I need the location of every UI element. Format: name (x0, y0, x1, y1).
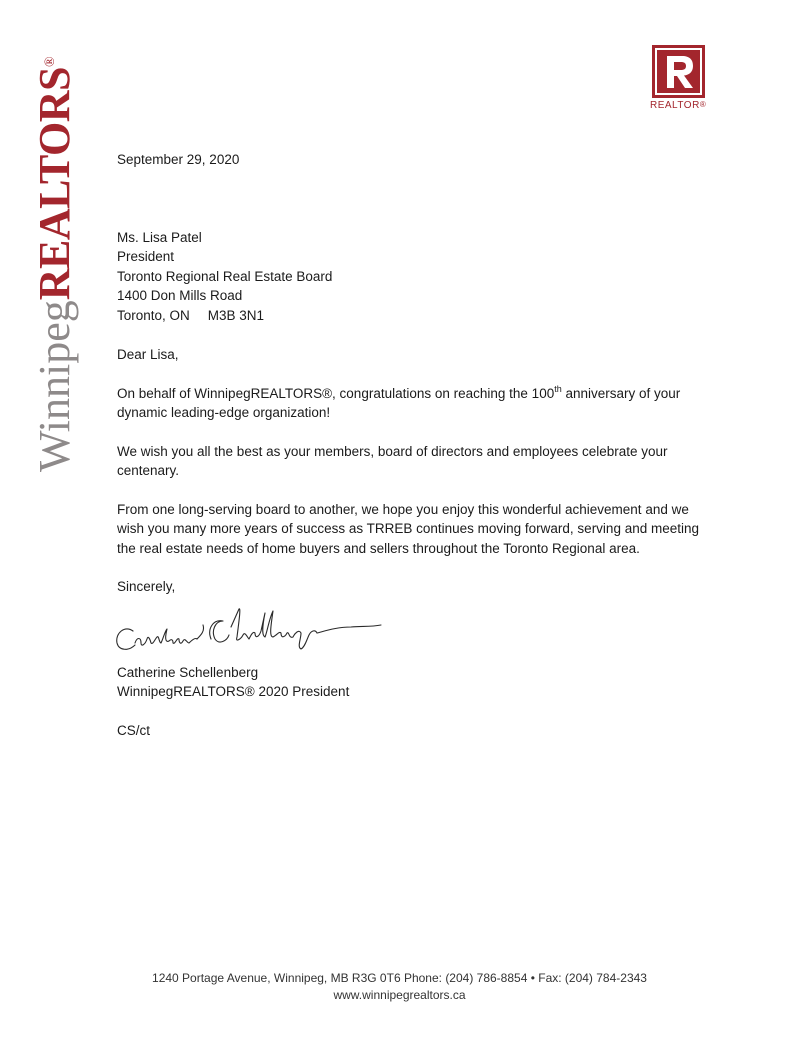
recipient-address (117, 228, 717, 326)
logo-word-text: REALTOR (650, 100, 700, 111)
recipient-organization: Toronto Regional Real Estate Board (117, 268, 333, 284)
reference-initials: CS/ct (117, 722, 151, 738)
salutation: Dear Lisa, (117, 347, 179, 362)
closing: Sincerely, (117, 579, 176, 594)
recipient-street: 1400 Don Mills Road (117, 288, 243, 303)
letter-date: September 29, 2020 (117, 152, 240, 167)
realtor-logo (650, 45, 726, 117)
paragraph-1-superscript: th (554, 383, 562, 394)
letter-body (117, 150, 717, 740)
side-wordmark (30, 56, 79, 472)
handwritten-signature (111, 599, 391, 661)
recipient-title: President (117, 249, 175, 264)
recipient-postal: M3B 3N1 (207, 307, 265, 323)
paragraph-2: We wish you all the best as your members, board of directors and employees celebrate your centenary. (117, 443, 668, 478)
footer-website: www.winnipegrealtors.ca (333, 988, 466, 1002)
signer-name: Catherine Schellenberg (117, 664, 259, 680)
logo-word (650, 100, 706, 111)
realtor-r-icon (652, 45, 705, 98)
paragraph-1-end: anniversary of your dynamic leading-edge organization! (117, 385, 681, 420)
letterhead-footer (0, 970, 799, 1004)
signer-title: WinnipegREALTORS® 2020 President (117, 684, 350, 699)
paragraph-3: From one long-serving board to another, we hope you enjoy this wonderful achievement and we wish you many more years of success as TRREB continues moving forward, serving and meeting the real estate needs of home buyers and sellers throughout the Toronto Regional area. (117, 501, 700, 556)
recipient-city-line (117, 306, 717, 326)
paragraph-1 (117, 384, 717, 423)
paragraph-1-start: On behalf of WinnipegREALTORS®, congratulations on reaching the 100 (117, 385, 555, 401)
wordmark-registered-mark: ® (43, 56, 58, 68)
recipient-city: Toronto, ON (117, 307, 190, 323)
footer-address: 1240 Portage Avenue, Winnipeg, MB R3G 0T6 Phone: (204) 786-8854 • Fax: (204) 784-2343 (152, 971, 647, 985)
wordmark-winnipeg: Winnipeg (30, 300, 79, 472)
wordmark-realtors: REALTORS (30, 67, 79, 301)
recipient-name: Ms. Lisa Patel (117, 229, 202, 245)
logo-registered-mark: ® (699, 100, 707, 109)
